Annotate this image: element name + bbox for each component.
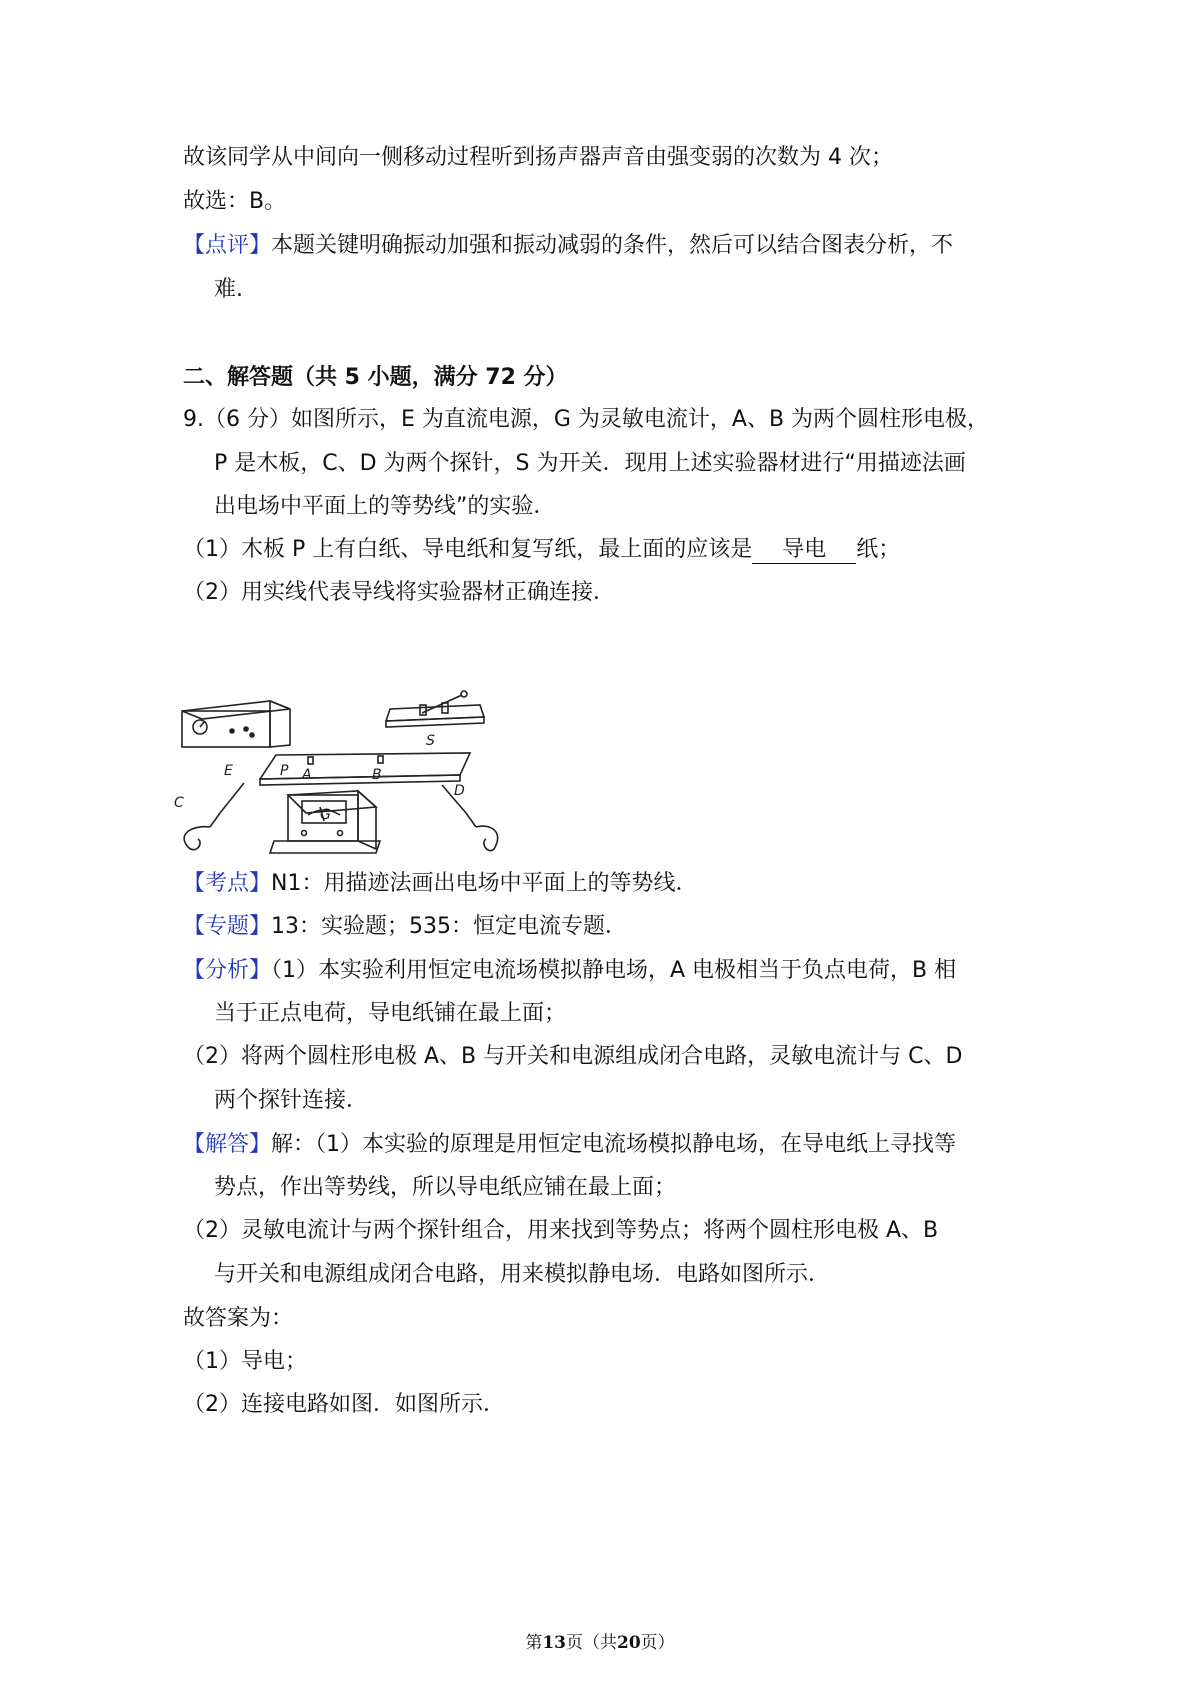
wooden-board-icon [260, 753, 470, 785]
footer-text: 页（共 [566, 1633, 617, 1653]
kaodian-text: N1：用描迹法画出电场中平面上的等势线． [271, 871, 698, 896]
zhuanti-line [183, 912, 627, 942]
footer-text: 页） [640, 1633, 675, 1653]
text-line: 难. [214, 277, 243, 302]
label-s: S [426, 733, 435, 749]
zhuanti-text: 13：实验题；535：恒定电流专题． [271, 914, 628, 939]
fenxi-tag: 【分析】 [183, 958, 272, 983]
text-line: 故该同学从中间向一侧移动过程听到扬声器声音由强变弱的次数为 4 次； [183, 145, 893, 170]
label-p: P [280, 763, 289, 779]
fenxi-text: （1）本实验利用恒定电流场模拟静电场，A 电极相当于负点电荷，B 相 [271, 958, 957, 983]
zhuanti-tag: 【专题】 [183, 914, 272, 939]
text-line: 与开关和电源组成闭合电路，用来模拟静电场．电路如图所示． [214, 1262, 831, 1287]
total-pages: 20 [617, 1633, 641, 1653]
jieda-line [183, 1130, 956, 1160]
switch-icon [386, 691, 484, 727]
section-title: 二、解答题（共 5 小题，满分 72 分） [183, 365, 568, 390]
answer-blank: 导电 [752, 537, 856, 564]
label-e: E [224, 763, 233, 779]
fenxi-line [183, 956, 956, 986]
text-line: 当于正点电荷，导电纸铺在最上面； [214, 1001, 567, 1026]
text-line: 两个探针连接． [214, 1088, 369, 1113]
kaodian-tag: 【考点】 [183, 871, 272, 896]
question-line: P 是木板，C、D 为两个探针，S 为开关．现用上述实验器材进行“用描迹法画 [214, 451, 966, 476]
page-footer [0, 1628, 1200, 1653]
question-line: 出电场中平面上的等势线”的实验． [214, 494, 556, 519]
answer-line: （1）导电； [183, 1349, 307, 1374]
label-c: C [174, 795, 184, 811]
label-d: D [454, 783, 465, 799]
comment-line [183, 231, 953, 261]
kaodian-line [183, 869, 697, 899]
jieda-tag: 【解答】 [183, 1132, 272, 1157]
jieda-text: 解：（1）本实验的原理是用恒定电流场模拟静电场，在导电纸上寻找等 [271, 1132, 957, 1157]
subquestion-2: （2）用实线代表导线将实验器材正确连接． [183, 580, 615, 605]
footer-text: 第 [525, 1633, 543, 1653]
subquestion-text: 纸； [856, 537, 901, 562]
subquestion-1 [183, 535, 900, 565]
answer-heading: 故答案为： [183, 1306, 294, 1331]
label-b: B [372, 767, 382, 783]
probe-d-icon [442, 785, 498, 851]
label-a: A [302, 767, 312, 783]
label-g: G [320, 807, 331, 823]
text-line: （2）将两个圆柱形电极 A、B 与开关和电源组成闭合电路，灵敏电流计与 C、D [183, 1044, 963, 1069]
comment-text: 本题关键明确振动加强和振动减弱的条件，然后可以结合图表分析，不 [271, 233, 954, 258]
answer-line: （2）连接电路如图．如图所示． [183, 1392, 505, 1417]
question-line: 9.（6 分）如图所示，E 为直流电源，G 为灵敏电流计，A、B 为两个圆柱形电极， [183, 407, 990, 432]
text-line: （2）灵敏电流计与两个探针组合，用来找到等势点；将两个圆柱形电极 A、B [183, 1218, 939, 1243]
power-supply-icon [182, 701, 290, 747]
text-line: 故选：B。 [183, 189, 287, 214]
subquestion-text: （1）木板 P 上有白纸、导电纸和复写纸，最上面的应该是 [183, 537, 753, 562]
page-number: 13 [542, 1633, 566, 1653]
text-line: 势点，作出等势线，所以导电纸应铺在最上面； [214, 1175, 677, 1200]
comment-tag: 【点评】 [183, 233, 272, 258]
probe-c-icon [184, 783, 244, 850]
